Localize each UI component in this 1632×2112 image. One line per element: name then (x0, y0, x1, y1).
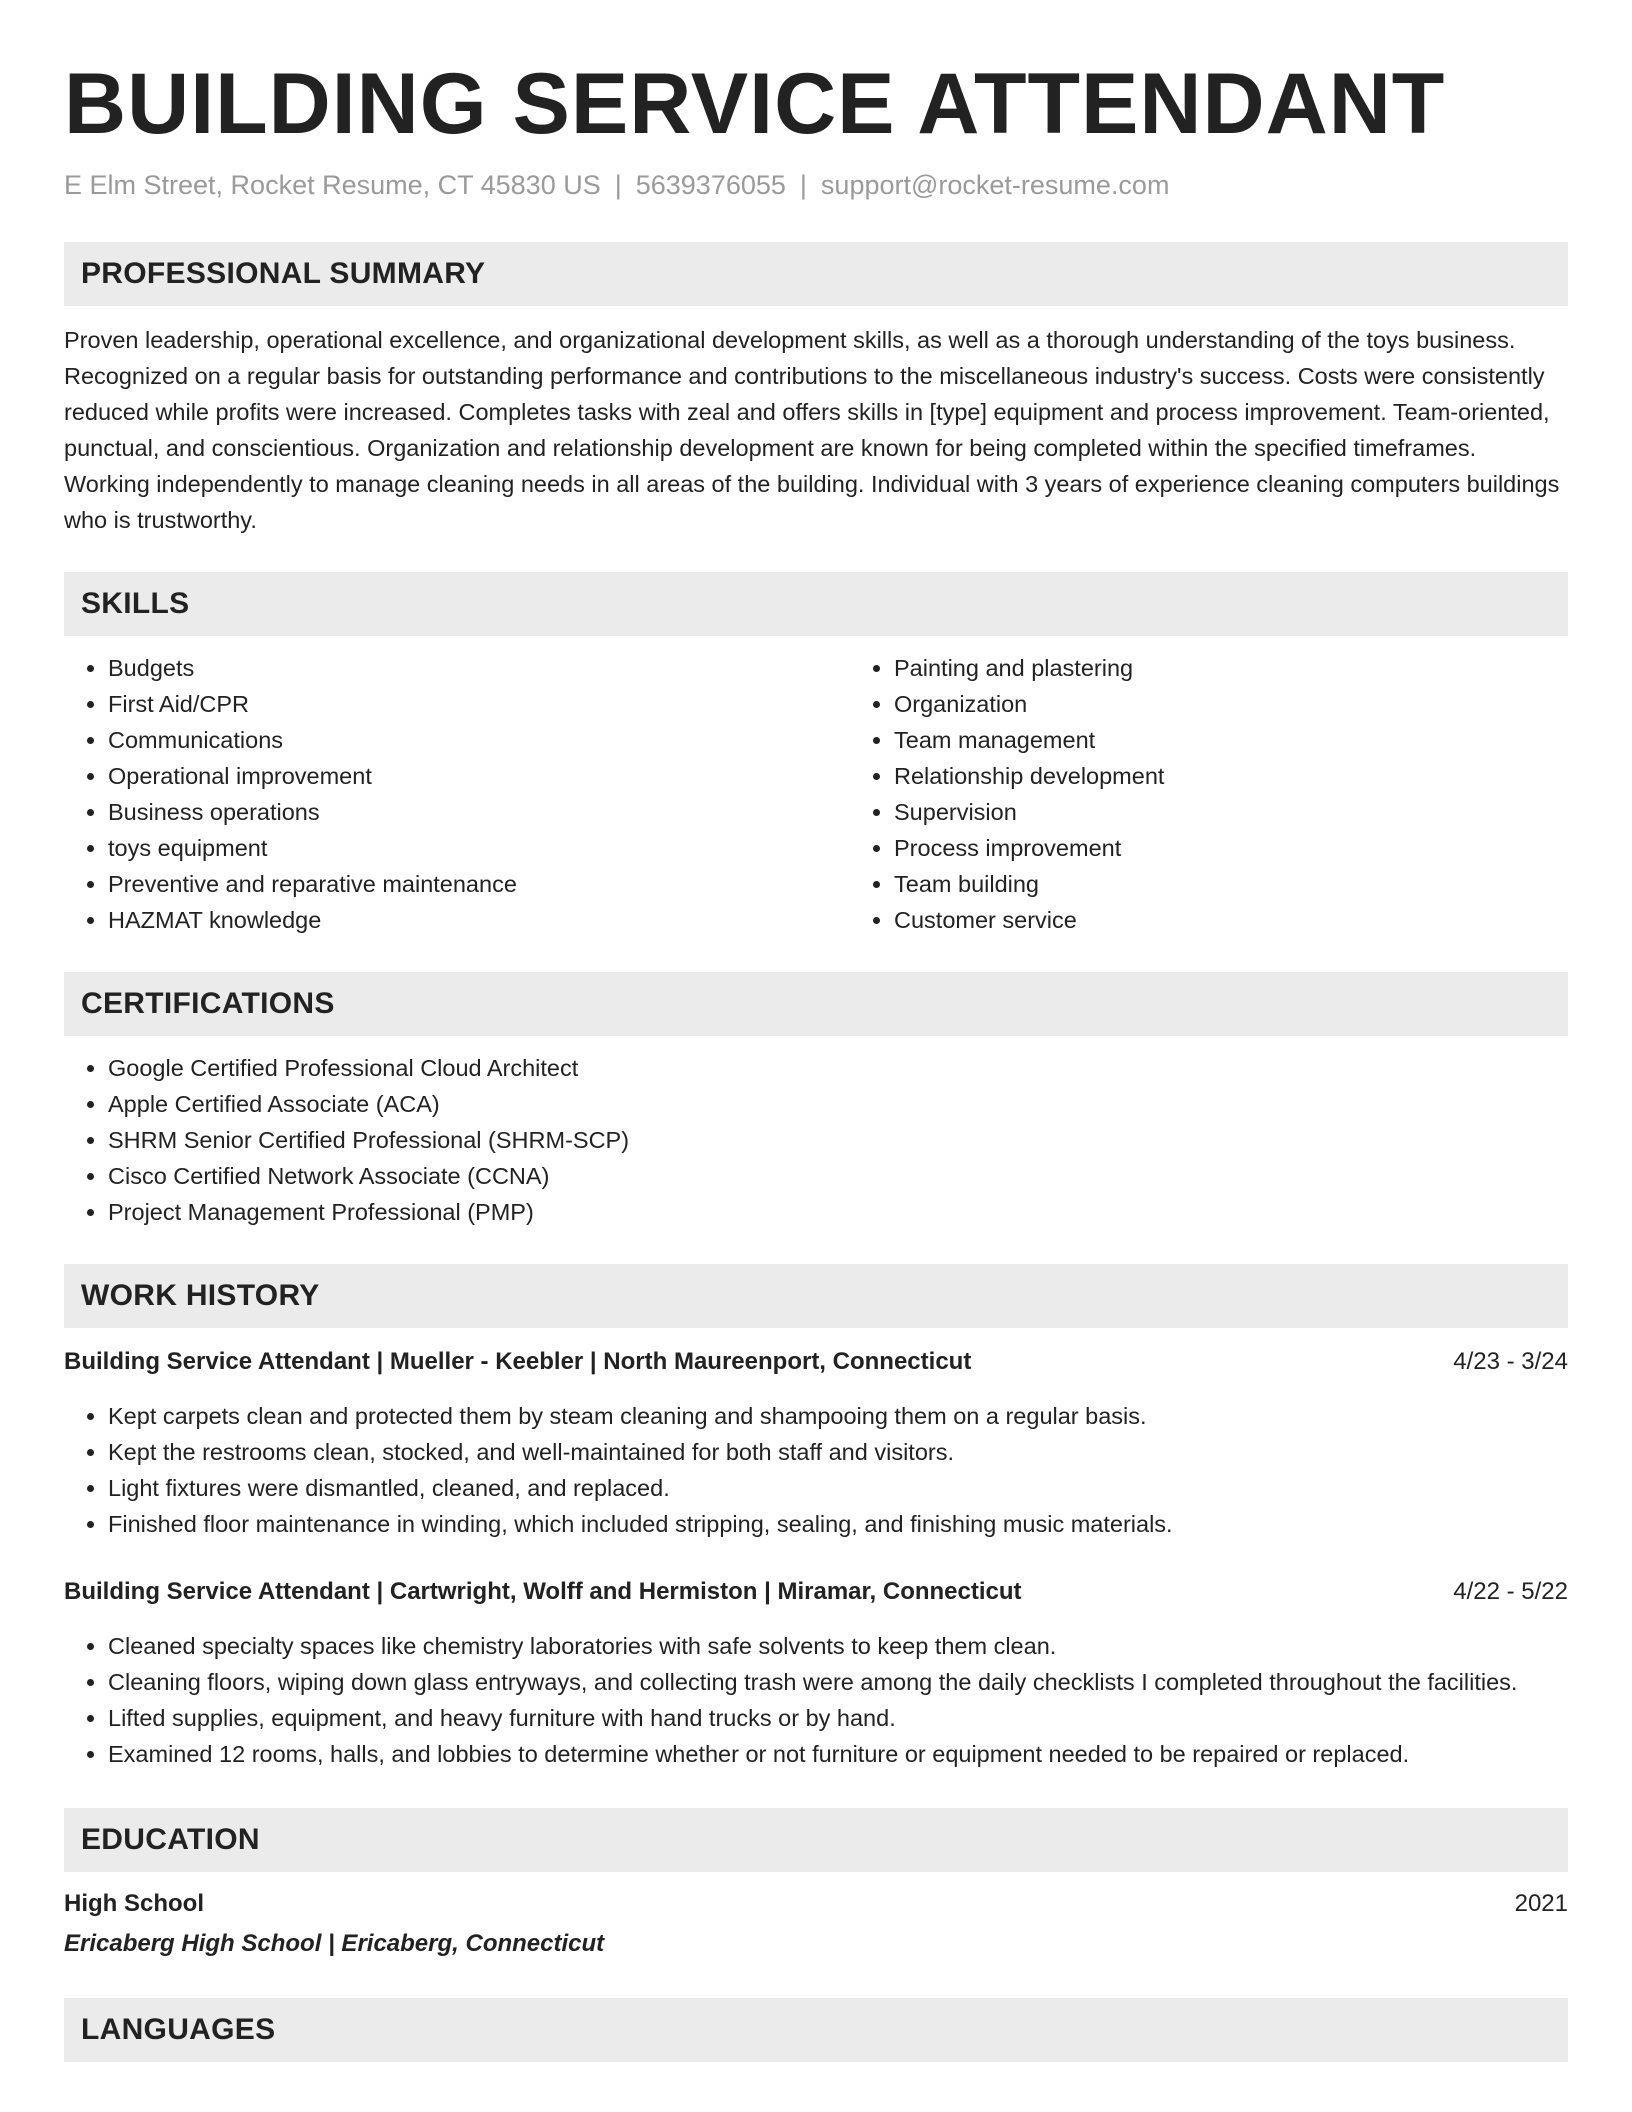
contact-separator: | (799, 170, 807, 200)
skill-item: • HAZMAT knowledge (108, 902, 850, 938)
education-entry (64, 1886, 1568, 1962)
languages-section-header (64, 1998, 1568, 2062)
summary-section-header (64, 242, 1568, 306)
languages-heading: LANGUAGES (81, 2013, 276, 2046)
skill-item: • Budgets (108, 650, 850, 686)
skill-item: • Organization (894, 686, 1568, 722)
job-entry (64, 1344, 1568, 1542)
contact-address: E Elm Street, Rocket Resume, CT 45830 US (64, 170, 601, 200)
job-header (64, 1574, 1568, 1610)
job-bullet: • Finished floor maintenance in winding, which included stripping, sealing, and finishing music materials. (108, 1506, 1568, 1542)
job-title: Building Service Attendant | Mueller - Keebler | North Maureenport, Connecticut (64, 1348, 972, 1375)
job-bullet: • Kept carpets clean and protected them by steam cleaning and shampooing them on a regular basis. (108, 1398, 1568, 1434)
skill-item: • Relationship development (894, 758, 1568, 794)
skill-item: • Customer service (894, 902, 1568, 938)
summary-text: Proven leadership, operational excellence, and organizational development skills, as well as a thorough understanding of the toys business. Recognized on a regular basis for outstanding performance and contributions to the miscellaneous industry's success. Costs were consistently reduced while profits were increased. Completes tasks with zeal and offers skills in [type] equipment and process improvement. Team-oriented, punctual, and conscientious. Organization and relationship development are known for being completed within the specified timeframes. Working independently to manage cleaning needs in all areas of the building. Individual with 3 years of experience cleaning computers buildings who is trustworthy. (64, 327, 1560, 533)
skill-item: • Communications (108, 722, 850, 758)
job-dates: 4/23 - 3/24 (1453, 1348, 1568, 1375)
education-degree: High School (64, 1890, 204, 1917)
summary-heading: PROFESSIONAL SUMMARY (81, 257, 486, 290)
certification-item: • SHRM Senior Certified Professional (SHRM-SCP) (108, 1122, 1568, 1158)
education-year: 2021 (1514, 1890, 1568, 1917)
job-title: Building Service Attendant | Cartwright, Wolff and Hermiston | Miramar, Connecticut (64, 1578, 1022, 1605)
candidate-name: BUILDING SERVICE ATTENDANT (64, 56, 1446, 152)
education-heading: EDUCATION (81, 1823, 260, 1856)
skill-item: • First Aid/CPR (108, 686, 850, 722)
job-bullet: • Lifted supplies, equipment, and heavy furniture with hand trucks or by hand. (108, 1700, 1568, 1736)
contact-line (64, 168, 1568, 202)
certification-item: • Project Management Professional (PMP) (108, 1194, 1568, 1230)
job-bullets (64, 1398, 1568, 1542)
skill-item: • Supervision (894, 794, 1568, 830)
certification-item: • Apple Certified Associate (ACA) (108, 1086, 1568, 1122)
contact-phone: 5639376055 (635, 170, 786, 200)
skills-list-left (64, 650, 850, 938)
job-bullet: • Cleaning floors, wiping down glass entryways, and collecting trash were among the daily checklists I completed throughout the facilities. (108, 1664, 1568, 1700)
contact-email: support@rocket-resume.com (820, 170, 1170, 200)
skills-grid (64, 636, 1568, 938)
certifications-section-header (64, 972, 1568, 1036)
job-bullet: • Cleaned specialty spaces like chemistry laboratories with safe solvents to keep them clean. (108, 1628, 1568, 1664)
job-bullet: • Light fixtures were dismantled, cleaned, and replaced. (108, 1470, 1568, 1506)
job-dates: 4/22 - 5/22 (1453, 1578, 1568, 1605)
education-school: Ericaberg High School | Ericaberg, Connecticut (64, 1930, 605, 1957)
skill-item: • Process improvement (894, 830, 1568, 866)
skill-item: • Operational improvement (108, 758, 850, 794)
certification-item: • Google Certified Professional Cloud Architect (108, 1050, 1568, 1086)
job-header (64, 1344, 1568, 1380)
skills-list-right (850, 650, 1568, 938)
skill-item: • Team building (894, 866, 1568, 902)
contact-separator: | (614, 170, 622, 200)
job-bullet: • Kept the restrooms clean, stocked, and well-maintained for both staff and visitors. (108, 1434, 1568, 1470)
work-history-heading: WORK HISTORY (81, 1279, 320, 1312)
certifications-heading: CERTIFICATIONS (81, 987, 335, 1020)
job-entry (64, 1574, 1568, 1772)
skill-item: • Team management (894, 722, 1568, 758)
work-history-section-header (64, 1264, 1568, 1328)
skill-item: • toys equipment (108, 830, 850, 866)
skills-heading: SKILLS (81, 587, 190, 620)
skill-item: • Preventive and reparative maintenance (108, 866, 850, 902)
education-header (64, 1886, 1568, 1922)
job-bullet: • Examined 12 rooms, halls, and lobbies to determine whether or not furniture or equipment needed to be repaired or replaced. (108, 1736, 1568, 1772)
education-section-header (64, 1808, 1568, 1872)
skills-section-header (64, 572, 1568, 636)
job-bullets (64, 1628, 1568, 1772)
certification-item: • Cisco Certified Network Associate (CCNA) (108, 1158, 1568, 1194)
certifications-list (64, 1050, 1568, 1230)
skill-item: • Business operations (108, 794, 850, 830)
skill-item: • Painting and plastering (894, 650, 1568, 686)
